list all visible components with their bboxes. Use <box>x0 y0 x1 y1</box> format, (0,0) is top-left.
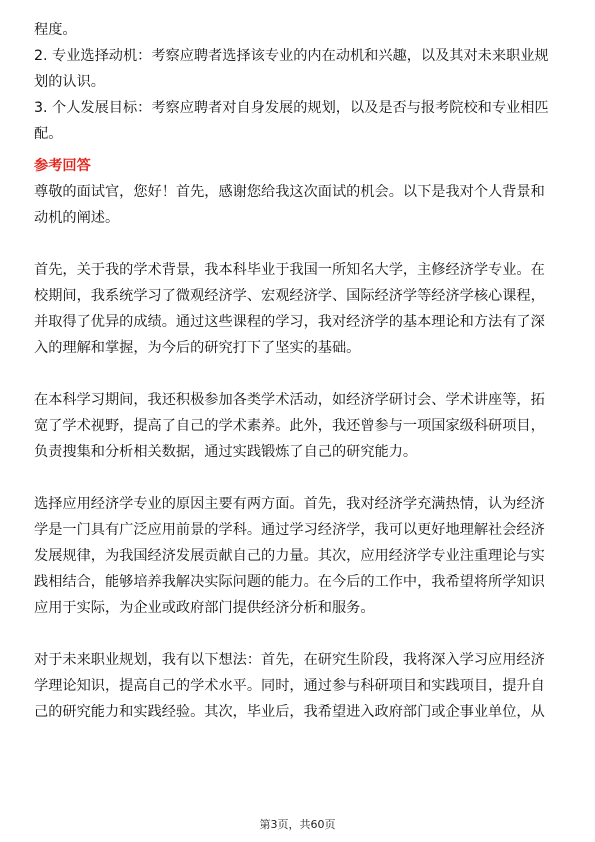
criterion-line: 3. 个人发展目标：考察应聘者对自身发展的规划，以及是否与报考院校和专业相匹 <box>34 100 549 116</box>
paragraph-line: 在本科学习期间，我还积极参加各类学术活动，如经济学研讨会、学术讲座等，拓 <box>34 392 545 408</box>
intro-line: 程度。 <box>34 22 77 38</box>
paragraph-line: 动机的阐述。 <box>34 210 120 226</box>
paragraph <box>34 491 562 621</box>
paragraph <box>34 387 562 465</box>
paragraph <box>34 647 562 725</box>
paragraph-line: 宽了学术视野，提高了自己的学术素养。此外，我还曾参与一项国家级科研项目， <box>34 418 545 434</box>
answer-heading: 参考回答 <box>34 158 91 174</box>
criterion-item <box>34 43 562 95</box>
paragraph-line: 对于未来职业规划，我有以下想法：首先，在研究生阶段，我将深入学习应用经济 <box>34 652 545 668</box>
paragraph-line: 学是一门具有广泛应用前景的学科。通过学习经济学，我可以更好地理解社会经济 <box>34 522 545 538</box>
paragraph-line: 学理论知识，提高自己的学术水平。同时，通过参与科研项目和实践项目，提升自 <box>34 678 545 694</box>
page-footer: 第3页，共60页 <box>259 818 336 831</box>
criterion-line: 2. 专业选择动机：考察应聘者选择该专业的内在动机和兴趣，以及其对未来职业规 <box>34 48 549 64</box>
paragraph-spacer <box>34 361 562 387</box>
paragraph-line: 校期间，我系统学习了微观经济学、宏观经济学、国际经济学等经济学核心课程， <box>34 288 545 304</box>
paragraph-spacer <box>34 465 562 491</box>
paragraph-line: 践相结合，能够培养我解决实际问题的能力。在今后的工作中，我希望将所学知识 <box>34 574 545 590</box>
criterion-item <box>34 95 562 147</box>
paragraph-line: 发展规律，为我国经济发展贡献自己的力量。其次，应用经济学专业注重理论与实 <box>34 548 545 564</box>
paragraph <box>34 179 562 231</box>
criterion-line: 配。 <box>34 126 63 142</box>
paragraph-line: 尊敬的面试官，您好！首先，感谢您给我这次面试的机会。以下是我对个人背景和 <box>34 184 545 200</box>
paragraph-line: 并取得了优异的成绩。通过这些课程的学习，我对经济学的基本理论和方法有了深 <box>34 314 545 330</box>
paragraph <box>34 257 562 361</box>
criteria-list <box>34 43 562 147</box>
document-page <box>34 17 562 725</box>
paragraph-line: 首先，关于我的学术背景，我本科毕业于我国一所知名大学，主修经济学专业。在 <box>34 262 545 278</box>
criterion-line: 划的认识。 <box>34 74 105 90</box>
paragraph-spacer <box>34 621 562 647</box>
paragraph-line: 负责搜集和分析相关数据，通过实践锻炼了自己的研究能力。 <box>34 444 418 460</box>
paragraph-line: 选择应用经济学专业的原因主要有两方面。首先，我对经济学充满热情，认为经济 <box>34 496 545 512</box>
paragraph-line: 己的研究能力和实践经验。其次，毕业后，我希望进入政府部门或企事业单位，从 <box>34 704 545 720</box>
paragraph-spacer <box>34 231 562 257</box>
paragraph-line: 入的理解和掌握，为今后的研究打下了坚实的基础。 <box>34 340 361 356</box>
paragraph-line: 应用于实际，为企业或政府部门提供经济分析和服务。 <box>34 600 375 616</box>
